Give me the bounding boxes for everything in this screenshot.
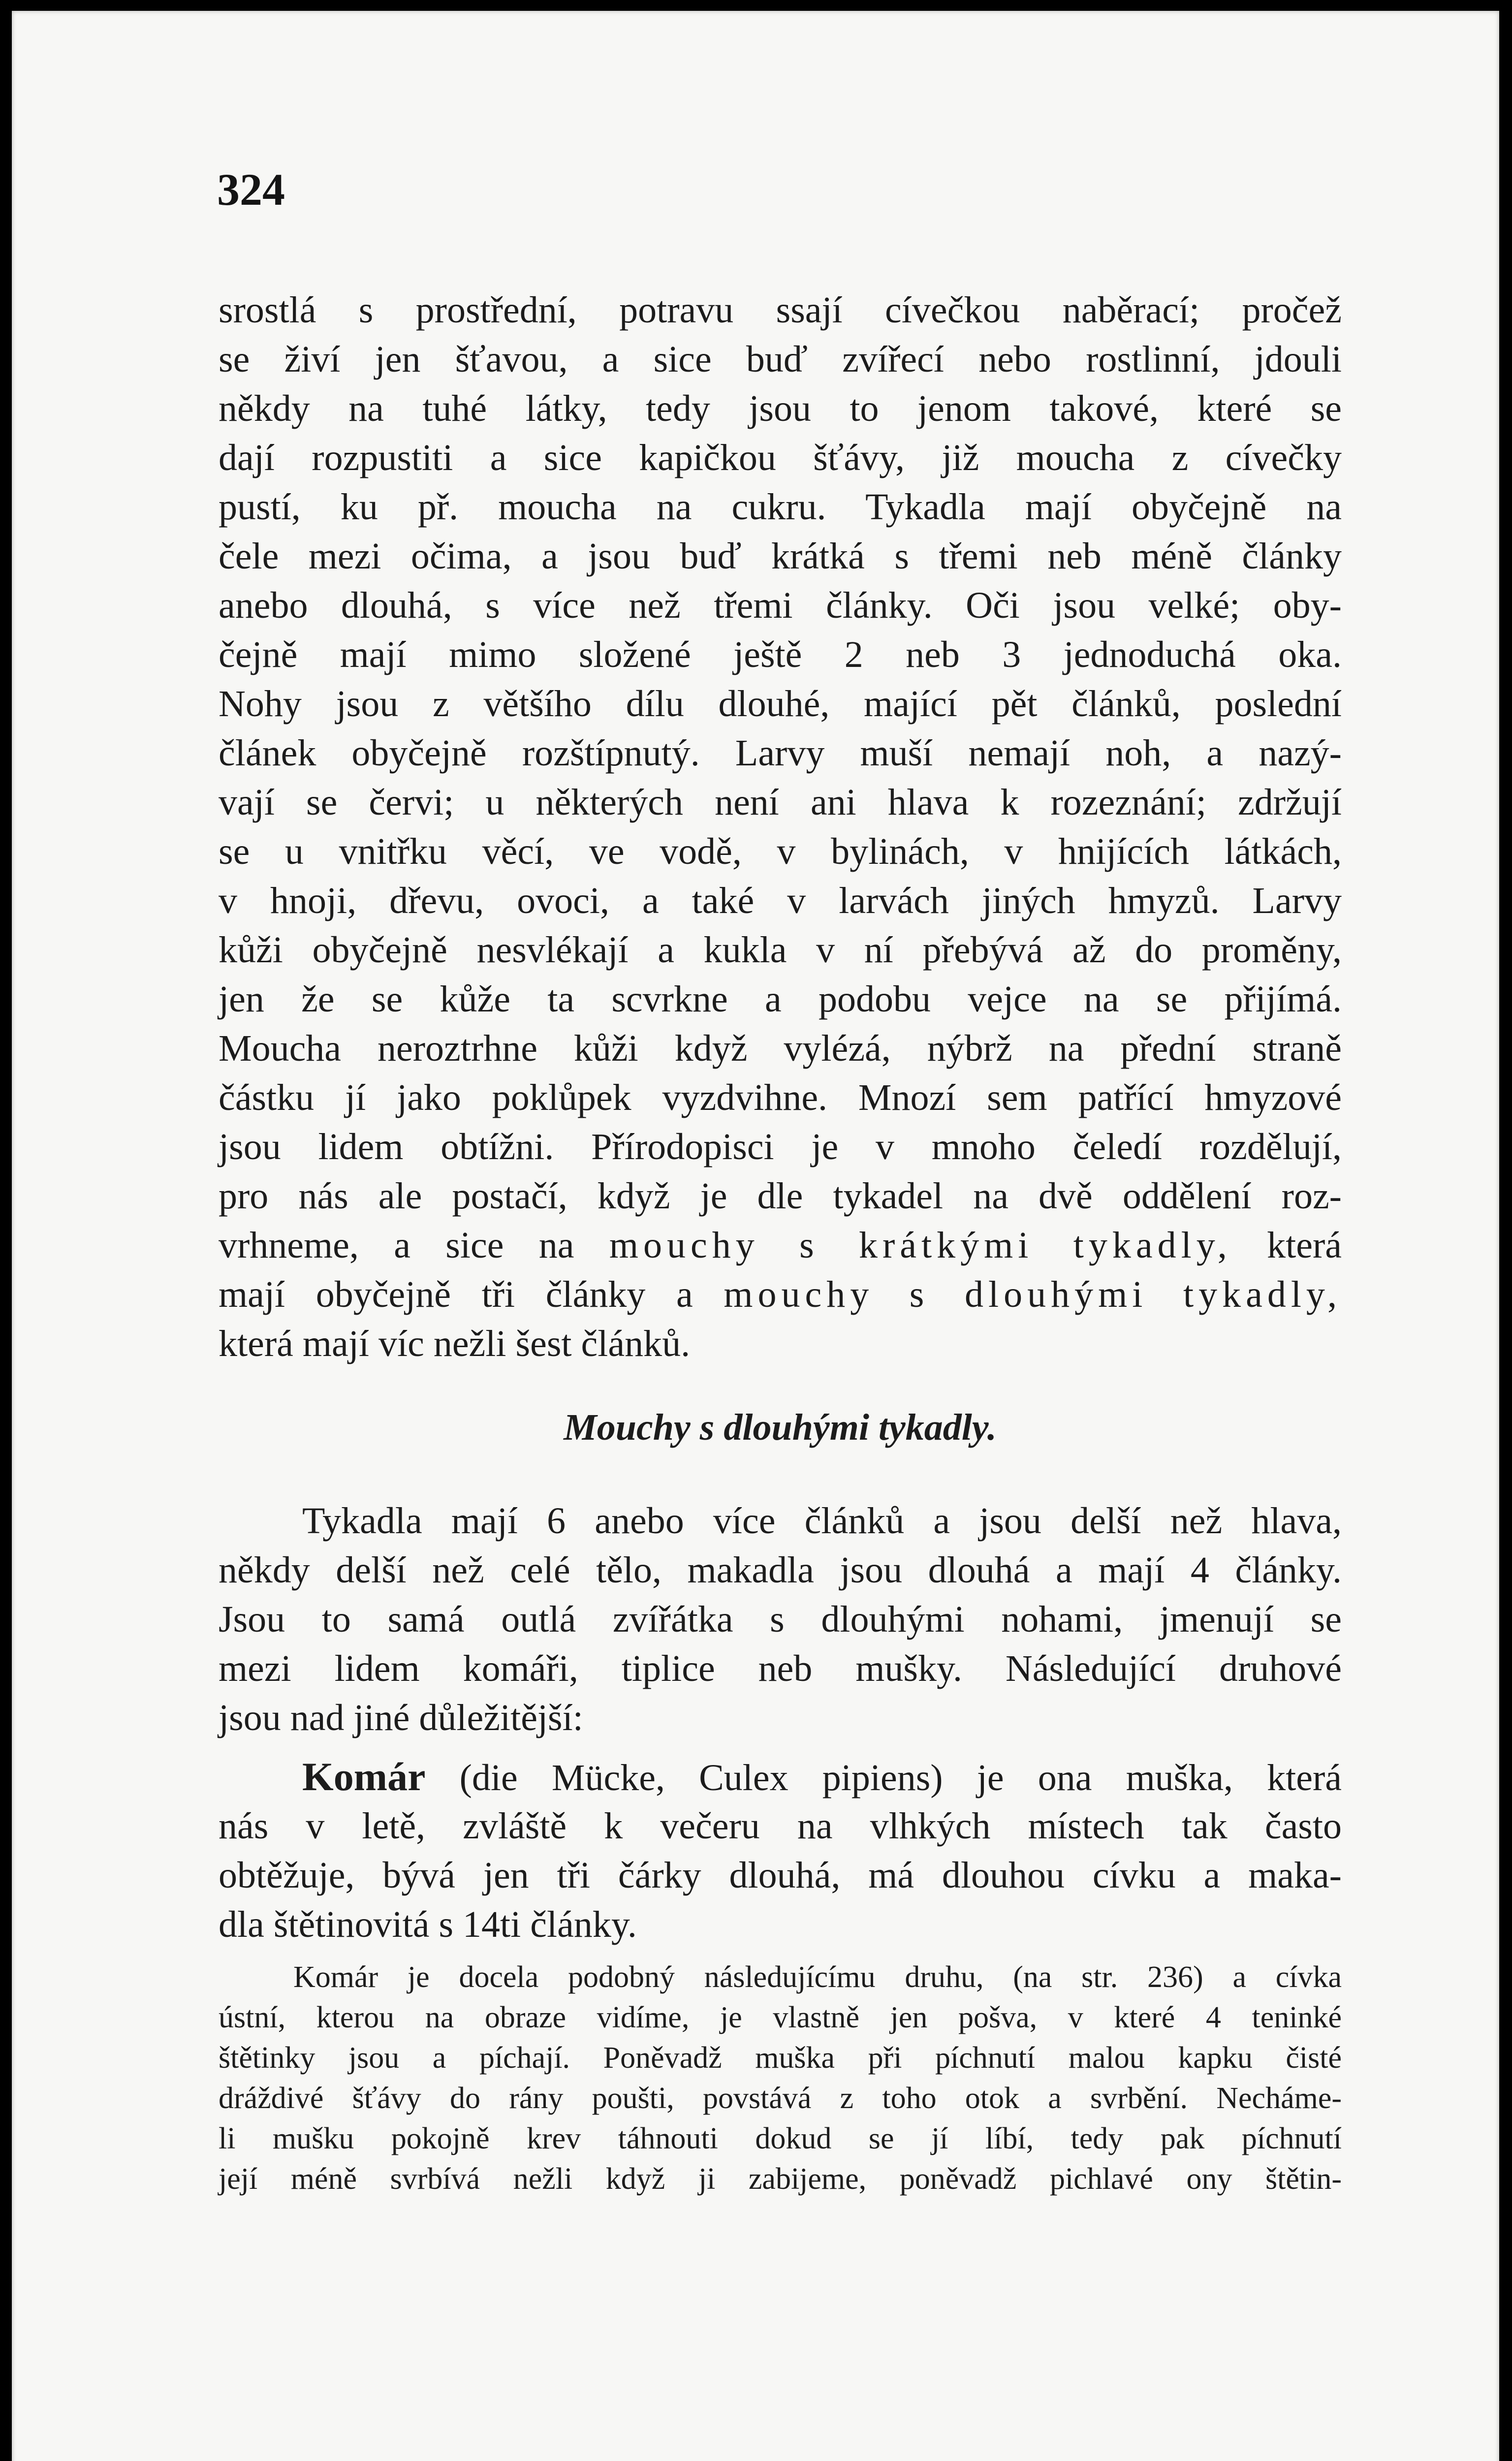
text-line: čejně mají mimo složené ještě 2 neb 3 jednoduchá oka. (219, 634, 1342, 675)
text-line: Jsou to samá outlá zvířátka s dlouhými nohami, jmenují se (219, 1599, 1342, 1640)
text-line: se u vnitřku věcí, ve vodě, v bylinách, v hnijících látkách, (219, 831, 1342, 872)
text-line: kůži obyčejně nesvlékají a kukla v ní přebývá až do proměny, (219, 929, 1342, 971)
text-line: mezi lidem komáři, tiplice neb mušky. Následující druhové (219, 1648, 1342, 1689)
text-line: se živí jen šťavou, a sice buď zvířecí nebo rostlinní, jdouli (219, 339, 1342, 380)
text-line: která mají víc nežli šest článků. (219, 1323, 691, 1364)
text-line: srostlá s prostřední, potravu ssají cívečkou naběrací; pročež (219, 289, 1342, 331)
text-line: čele mezi očima, a jsou buď krátká s třemi neb méně články (219, 536, 1342, 577)
text-line: pro nás ale postačí, když je dle tykadel na dvě oddělení roz- (219, 1175, 1342, 1217)
text-line: vrhneme, a sice na mouchy s krátkými tykadly, která (219, 1225, 1342, 1266)
spaced-term: mouchy s dlouhými tykadly, (724, 1274, 1342, 1315)
text-line: dráždivé šťávy do rány poušti, povstává z toho otok a svrbění. Necháme- (219, 2082, 1342, 2115)
text-line: obtěžuje, bývá jen tři čárky dlouhá, má dlouhou cívku a maka- (219, 1855, 1342, 1896)
text-line: Tykadla mají 6 anebo více článků a jsou delší než hlava, (302, 1500, 1342, 1542)
text-line: štětinky jsou a píchají. Poněvadž muška při píchnutí malou kapku čisté (219, 2041, 1342, 2075)
text-line: její méně svrbívá nežli když ji zabijeme, poněvadž pichlavé ony štětin- (219, 2162, 1342, 2196)
text-line: vají se červi; u některých není ani hlava k rozeznání; zdržují (219, 782, 1342, 823)
text-line: Nohy jsou z většího dílu dlouhé, mající pět článků, poslední (219, 683, 1342, 725)
text-line: článek obyčejně rozštípnutý. Larvy muší nemají noh, a nazý- (219, 732, 1342, 774)
text-line: ústní, kterou na obraze vidíme, je vlastně jen pošva, v které 4 teninké (219, 2001, 1342, 2034)
text-line: v hnoji, dřevu, ovoci, a také v larvách jiných hmyzů. Larvy (219, 880, 1342, 921)
text-line: mají obyčejně tři články a mouchy s dlouhými tykadly, (219, 1274, 1342, 1315)
text-line: li mušku pokojně krev táhnouti dokud se jí líbí, tedy pak píchnutí (219, 2122, 1342, 2155)
text-line: Komár (die Mücke, Culex pipiens) je ona muška, která (302, 1754, 1342, 1799)
section-heading: Mouchy s dlouhými tykadly. (564, 1407, 997, 1448)
text-line: nás v letě, zvláště k večeru na vlhkých místech tak často (219, 1805, 1342, 1847)
text-line: jsou nad jiné důležitější: (219, 1697, 583, 1738)
text-line: pustí, ku př. moucha na cukru. Tykadla mají obyčejně na (219, 486, 1342, 528)
spaced-term: mouchy s krátkými tykadly, (609, 1225, 1232, 1266)
text-line: jsou lidem obtížni. Přírodopisci je v mnoho čeledí rozdělují, (219, 1126, 1342, 1167)
text-line: anebo dlouhá, s více než třemi články. Oči jsou velké; oby- (219, 585, 1342, 626)
text-line: někdy delší než celé tělo, makadla jsou dlouhá a mají 4 články. (219, 1549, 1342, 1591)
text-line: Moucha neroztrhne kůži když vylézá, nýbrž na přední straně (219, 1028, 1342, 1069)
text-line: Komár je docela podobný následujícímu druhu, (na str. 236) a cívka (293, 1960, 1342, 1994)
text-line: dla štětinovitá s 14ti články. (219, 1904, 637, 1945)
page-number: 324 (217, 164, 285, 215)
text-line: částku jí jako poklůpek vyzdvihne. Mnozí sem patřící hmyzové (219, 1077, 1342, 1118)
text-line: jen že se kůže ta scvrkne a podobu vejce na se přijímá. (219, 978, 1342, 1020)
text-line: dají rozpustiti a sice kapičkou šťávy, již moucha z cívečky (219, 437, 1342, 478)
species-name: Komár (302, 1754, 426, 1799)
book-page (12, 11, 1499, 2461)
text-line: někdy na tuhé látky, tedy jsou to jenom takové, které se (219, 388, 1342, 429)
